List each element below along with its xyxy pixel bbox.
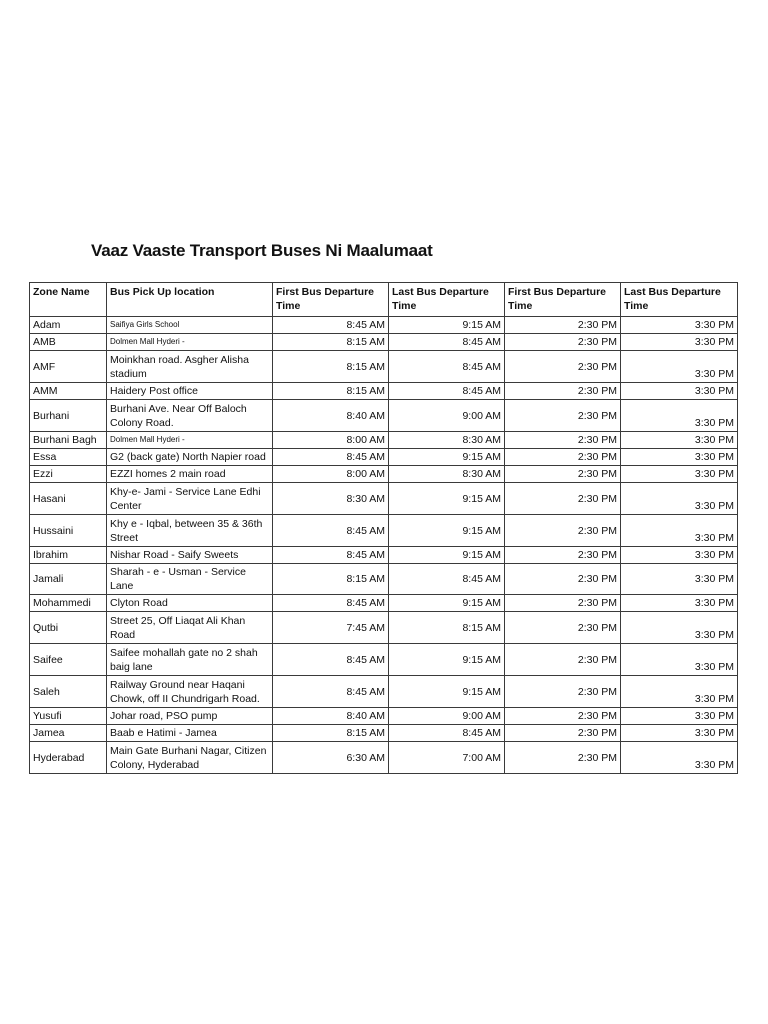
- document-title: Vaaz Vaaste Transport Buses Ni Maalumaat: [91, 241, 433, 260]
- zone-name-cell: AMM: [30, 383, 107, 400]
- zone-name-cell: Burhani Bagh: [30, 432, 107, 449]
- table-header: [30, 283, 738, 317]
- zone-name-cell: Jamali: [30, 564, 107, 595]
- first-departure-morning-cell: 8:15 AM: [273, 334, 389, 351]
- first-departure-afternoon-cell: 2:30 PM: [505, 400, 621, 432]
- pickup-location-cell: Haidery Post office: [107, 383, 273, 400]
- last-departure-morning-cell: 9:15 AM: [389, 483, 505, 515]
- pickup-location-cell: Railway Ground near Haqani Chowk, off II Chundrigarh Road.: [107, 676, 273, 708]
- table-row: [30, 644, 738, 676]
- last-departure-afternoon-cell: 3:30 PM: [621, 432, 738, 449]
- first-departure-morning-cell: 8:40 AM: [273, 400, 389, 432]
- zone-name-cell: Mohammedi: [30, 595, 107, 612]
- last-departure-afternoon-cell: 3:30 PM: [621, 351, 738, 383]
- last-departure-afternoon-cell: 3:30 PM: [621, 383, 738, 400]
- last-departure-morning-cell: 9:15 AM: [389, 595, 505, 612]
- zone-name-cell: Yusufi: [30, 708, 107, 725]
- last-departure-morning-cell: 8:45 AM: [389, 334, 505, 351]
- table-row: [30, 351, 738, 383]
- zone-name-cell: Burhani: [30, 400, 107, 432]
- table-row: [30, 383, 738, 400]
- last-departure-morning-cell: 8:45 AM: [389, 383, 505, 400]
- first-departure-morning-cell: 8:15 AM: [273, 351, 389, 383]
- header-last-departure-afternoon: Last Bus Departure Time: [621, 283, 738, 317]
- pickup-location-cell: Saifee mohallah gate no 2 shah baig lane: [107, 644, 273, 676]
- header-first-departure-afternoon: First Bus Departure Time: [505, 283, 621, 317]
- last-departure-afternoon-cell: 3:30 PM: [621, 708, 738, 725]
- table-body: [30, 317, 738, 774]
- first-departure-afternoon-cell: 2:30 PM: [505, 317, 621, 334]
- first-departure-afternoon-cell: 2:30 PM: [505, 612, 621, 644]
- last-departure-afternoon-cell: 3:30 PM: [621, 547, 738, 564]
- pickup-location-cell: Khy-e- Jami - Service Lane Edhi Center: [107, 483, 273, 515]
- pickup-location-cell: Moinkhan road. Asgher Alisha stadium: [107, 351, 273, 383]
- table-row: [30, 317, 738, 334]
- first-departure-morning-cell: 8:15 AM: [273, 564, 389, 595]
- pickup-location-cell: Clyton Road: [107, 595, 273, 612]
- last-departure-afternoon-cell: 3:30 PM: [621, 466, 738, 483]
- zone-name-cell: Ezzi: [30, 466, 107, 483]
- first-departure-afternoon-cell: 2:30 PM: [505, 725, 621, 742]
- pickup-location-cell: Sharah - e - Usman - Service Lane: [107, 564, 273, 595]
- pickup-location-cell: EZZI homes 2 main road: [107, 466, 273, 483]
- last-departure-morning-cell: 9:00 AM: [389, 400, 505, 432]
- pickup-location-cell: Nishar Road - Saify Sweets: [107, 547, 273, 564]
- last-departure-morning-cell: 8:30 AM: [389, 432, 505, 449]
- table-row: [30, 612, 738, 644]
- header-pickup-location: Bus Pick Up location: [107, 283, 273, 317]
- first-departure-afternoon-cell: 2:30 PM: [505, 708, 621, 725]
- last-departure-morning-cell: 9:15 AM: [389, 676, 505, 708]
- pickup-location-cell: Burhani Ave. Near Off Baloch Colony Road.: [107, 400, 273, 432]
- pickup-location-cell: Johar road, PSO pump: [107, 708, 273, 725]
- first-departure-morning-cell: 8:45 AM: [273, 515, 389, 547]
- zone-name-cell: AMF: [30, 351, 107, 383]
- zone-name-cell: AMB: [30, 334, 107, 351]
- last-departure-morning-cell: 8:30 AM: [389, 466, 505, 483]
- last-departure-morning-cell: 9:15 AM: [389, 547, 505, 564]
- table-row: [30, 742, 738, 774]
- first-departure-morning-cell: 8:45 AM: [273, 547, 389, 564]
- last-departure-morning-cell: 7:00 AM: [389, 742, 505, 774]
- bus-schedule-table: [29, 282, 738, 774]
- first-departure-morning-cell: 8:45 AM: [273, 317, 389, 334]
- zone-name-cell: Ibrahim: [30, 547, 107, 564]
- first-departure-afternoon-cell: 2:30 PM: [505, 515, 621, 547]
- last-departure-afternoon-cell: 3:30 PM: [621, 449, 738, 466]
- first-departure-morning-cell: 8:00 AM: [273, 466, 389, 483]
- zone-name-cell: Jamea: [30, 725, 107, 742]
- table-row: [30, 400, 738, 432]
- first-departure-afternoon-cell: 2:30 PM: [505, 449, 621, 466]
- first-departure-morning-cell: 8:15 AM: [273, 725, 389, 742]
- first-departure-afternoon-cell: 2:30 PM: [505, 742, 621, 774]
- first-departure-afternoon-cell: 2:30 PM: [505, 483, 621, 515]
- last-departure-afternoon-cell: 3:30 PM: [621, 400, 738, 432]
- header-zone-name: Zone Name: [30, 283, 107, 317]
- table-row: [30, 708, 738, 725]
- pickup-location-cell: Dolmen Mall Hyderi -: [107, 432, 273, 449]
- table-row: [30, 676, 738, 708]
- first-departure-morning-cell: 7:45 AM: [273, 612, 389, 644]
- table-row: [30, 547, 738, 564]
- last-departure-morning-cell: 8:45 AM: [389, 725, 505, 742]
- pickup-location-cell: Saifiya Girls School: [107, 317, 273, 334]
- last-departure-morning-cell: 8:45 AM: [389, 351, 505, 383]
- pickup-location-cell: Dolmen Mall Hyderi -: [107, 334, 273, 351]
- header-last-departure-morning: Last Bus Departure Time: [389, 283, 505, 317]
- table-row: [30, 432, 738, 449]
- zone-name-cell: Saifee: [30, 644, 107, 676]
- table-row: [30, 515, 738, 547]
- last-departure-afternoon-cell: 3:30 PM: [621, 742, 738, 774]
- pickup-location-cell: Khy e - Iqbal, between 35 & 36th Street: [107, 515, 273, 547]
- table-row: [30, 595, 738, 612]
- last-departure-morning-cell: 9:00 AM: [389, 708, 505, 725]
- first-departure-morning-cell: 8:45 AM: [273, 449, 389, 466]
- pickup-location-cell: G2 (back gate) North Napier road: [107, 449, 273, 466]
- table-row: [30, 334, 738, 351]
- table-row: [30, 449, 738, 466]
- first-departure-morning-cell: 8:40 AM: [273, 708, 389, 725]
- first-departure-afternoon-cell: 2:30 PM: [505, 547, 621, 564]
- first-departure-morning-cell: 8:30 AM: [273, 483, 389, 515]
- last-departure-afternoon-cell: 3:30 PM: [621, 676, 738, 708]
- last-departure-afternoon-cell: 3:30 PM: [621, 612, 738, 644]
- first-departure-morning-cell: 8:45 AM: [273, 644, 389, 676]
- table-row: [30, 466, 738, 483]
- last-departure-morning-cell: 8:45 AM: [389, 564, 505, 595]
- first-departure-afternoon-cell: 2:30 PM: [505, 644, 621, 676]
- first-departure-afternoon-cell: 2:30 PM: [505, 595, 621, 612]
- table-row: [30, 725, 738, 742]
- last-departure-afternoon-cell: 3:30 PM: [621, 317, 738, 334]
- last-departure-afternoon-cell: 3:30 PM: [621, 725, 738, 742]
- first-departure-afternoon-cell: 2:30 PM: [505, 383, 621, 400]
- first-departure-afternoon-cell: 2:30 PM: [505, 351, 621, 383]
- first-departure-morning-cell: 8:00 AM: [273, 432, 389, 449]
- first-departure-afternoon-cell: 2:30 PM: [505, 466, 621, 483]
- first-departure-afternoon-cell: 2:30 PM: [505, 334, 621, 351]
- last-departure-morning-cell: 9:15 AM: [389, 515, 505, 547]
- pickup-location-cell: Street 25, Off Liaqat Ali Khan Road: [107, 612, 273, 644]
- last-departure-afternoon-cell: 3:30 PM: [621, 644, 738, 676]
- last-departure-morning-cell: 8:15 AM: [389, 612, 505, 644]
- first-departure-afternoon-cell: 2:30 PM: [505, 564, 621, 595]
- pickup-location-cell: Baab e Hatimi - Jamea: [107, 725, 273, 742]
- first-departure-morning-cell: 8:45 AM: [273, 676, 389, 708]
- table-row: [30, 564, 738, 595]
- header-first-departure-morning: First Bus Departure Time: [273, 283, 389, 317]
- last-departure-afternoon-cell: 3:30 PM: [621, 515, 738, 547]
- last-departure-morning-cell: 9:15 AM: [389, 317, 505, 334]
- last-departure-afternoon-cell: 3:30 PM: [621, 564, 738, 595]
- last-departure-morning-cell: 9:15 AM: [389, 644, 505, 676]
- zone-name-cell: Saleh: [30, 676, 107, 708]
- last-departure-morning-cell: 9:15 AM: [389, 449, 505, 466]
- first-departure-afternoon-cell: 2:30 PM: [505, 676, 621, 708]
- first-departure-morning-cell: 8:45 AM: [273, 595, 389, 612]
- zone-name-cell: Hasani: [30, 483, 107, 515]
- zone-name-cell: Adam: [30, 317, 107, 334]
- zone-name-cell: Essa: [30, 449, 107, 466]
- first-departure-afternoon-cell: 2:30 PM: [505, 432, 621, 449]
- zone-name-cell: Hussaini: [30, 515, 107, 547]
- table-row: [30, 483, 738, 515]
- zone-name-cell: Hyderabad: [30, 742, 107, 774]
- header-row: [30, 283, 738, 317]
- last-departure-afternoon-cell: 3:30 PM: [621, 595, 738, 612]
- last-departure-afternoon-cell: 3:30 PM: [621, 334, 738, 351]
- zone-name-cell: Qutbi: [30, 612, 107, 644]
- last-departure-afternoon-cell: 3:30 PM: [621, 483, 738, 515]
- pickup-location-cell: Main Gate Burhani Nagar, Citizen Colony, Hyderabad: [107, 742, 273, 774]
- first-departure-morning-cell: 8:15 AM: [273, 383, 389, 400]
- first-departure-morning-cell: 6:30 AM: [273, 742, 389, 774]
